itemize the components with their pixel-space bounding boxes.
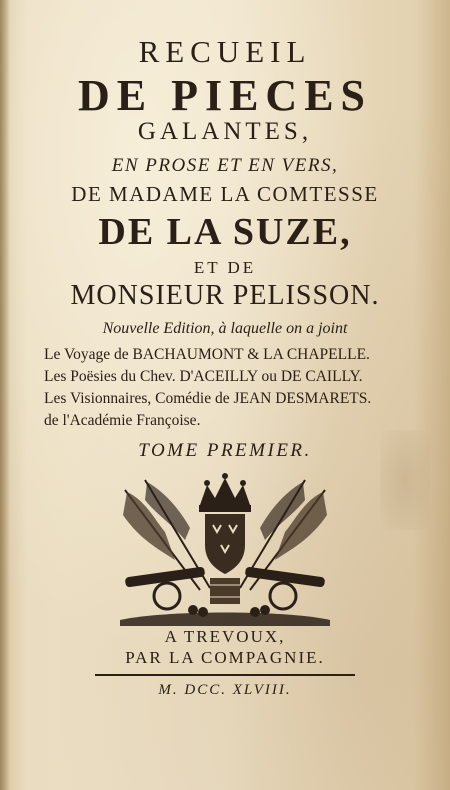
imprint-place: A TREVOUX, (164, 627, 286, 646)
title-line-galantes: GALANTES, (137, 118, 313, 145)
contents-line-visionnaires: Les Visionnaires, Comédie de JEAN DESMARETS. (44, 390, 372, 407)
title-line-de-pieces: DE PIECES (77, 71, 373, 120)
subtitle-prose-vers: EN PROSE ET EN VERS, (111, 155, 339, 176)
author-line-comtesse: DE MADAME LA COMTESSE (71, 182, 379, 206)
author-line-pelisson: MONSIEUR PELISSON. (70, 280, 380, 311)
printer-ornament-icon (105, 470, 345, 630)
tome-label: TOME PREMIER. (138, 440, 312, 461)
publication-date: M. DCC. XLVIII. (158, 682, 292, 698)
title-line-recueil: RECUEIL (138, 34, 312, 69)
edition-note: Nouvelle Edition, à laquelle on a joint (102, 320, 348, 337)
imprint-printer: PAR LA COMPAGNIE. (125, 648, 325, 667)
contents-line-academie: de l'Académie Françoise. (44, 412, 201, 429)
conjunction-et-de: ET DE (193, 258, 257, 277)
author-line-suze: DE LA SUZE, (98, 211, 352, 253)
imprint-rule (95, 674, 355, 676)
contents-line-poesies: Les Poësies du Chev. D'ACEILLY ou DE CAILLY. (44, 368, 363, 385)
contents-line-voyage: Le Voyage de BACHAUMONT & LA CHAPELLE. (44, 346, 370, 363)
